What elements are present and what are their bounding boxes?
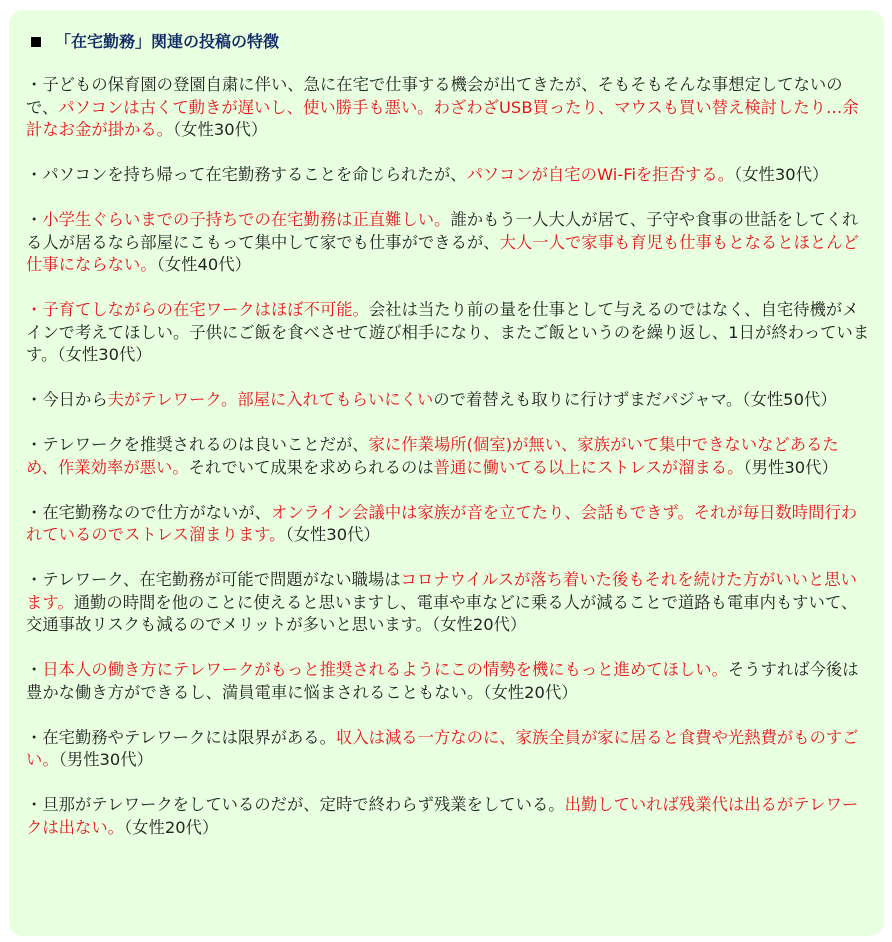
post-text: （女性40代） (156, 255, 251, 274)
post-text: ・旦那がテレワークをしているのだが、定時で終わらず残業をしている。 (26, 795, 565, 814)
post-text: そうすれば今後は豊かな働き方ができるし、満員電車に悩まされることもない。（女性20代） (26, 660, 859, 702)
post-text: （女性30代） (172, 120, 268, 139)
highlighted-text: 日本人の働き方にテレワークがもっと推奨されるようにこの情勢を機にもっと進めてほしい。 (42, 660, 728, 679)
highlighted-text: パソコンは古くて動きが遅いし、使い勝手も悪い。わざわざUSB買ったり、マウスも買い替え検討したり…余計なお金が掛かる。 (26, 97, 859, 139)
post-text: ・テレワークを推奨されるのは良いことだが、 (26, 435, 369, 454)
section-heading-text: 「在宅勤務」関連の投稿の特徴 (55, 32, 280, 51)
post-text: ・テレワーク、在宅勤務が可能で問題がない職場は (26, 570, 401, 589)
highlighted-text: 収入は減る一方なのに、家族全員が家に居ると食費や光熱費がものすごい。 (26, 727, 859, 769)
post-text: （男性30代） (58, 750, 154, 769)
post-item (26, 794, 870, 839)
post-text: （女性30代） (734, 165, 829, 184)
post-text: 誰かもう一人大人が居て、子守や食事の世話をしてくれる人が居るなら部屋にこもって集中して家でも仕事ができるが、 (26, 210, 859, 252)
post-list (26, 74, 870, 839)
post-text: ・ (26, 660, 43, 679)
post-text: ・在宅勤務やテレワークには限界がある。 (26, 727, 336, 747)
post-text: ので着替えも取りに行けずまだパジャマ。（女性50代） (433, 390, 837, 409)
post-text: ・今日から (26, 390, 108, 409)
highlighted-text: 普通に働いてる以上にストレスが溜まる。 (433, 457, 744, 477)
highlighted-text: 出勤していれば残業代は出るがテレワークは出ない。 (26, 795, 859, 837)
post-item (26, 569, 870, 637)
post-text: （女性20代） (124, 817, 219, 837)
post-item (26, 209, 870, 277)
post-text: ・子どもの保育園の登園自粛に伴い、急に在宅で仕事する機会が出てきたが、そもそもそんな事想定してないので、 (26, 75, 843, 117)
highlighted-text: 夫がテレワーク。部屋に入れてもらいにくい (107, 390, 434, 409)
post-item (26, 164, 870, 187)
post-item (26, 434, 870, 479)
post-item (26, 389, 870, 412)
survey-panel (9, 10, 884, 936)
post-text: ・パソコンを持ち帰って在宅勤務することを命じられたが、 (26, 165, 467, 184)
post-text: それでいて成果を求められるのは (188, 457, 434, 477)
post-text: （男性30代） (743, 457, 838, 477)
highlighted-text: ・子育てしながらの在宅ワークはほぼ不可能。 (26, 300, 369, 319)
post-text: ・在宅勤務なので仕方がないが、 (26, 502, 271, 522)
square-bullet-icon (31, 37, 41, 47)
section-heading (26, 32, 870, 52)
highlighted-text: パソコンが自宅のWi-Fiを拒否する。 (466, 165, 735, 184)
highlighted-text: 小学生ぐらいまでの子持ちでの在宅勤務は正直難しい。 (42, 210, 451, 229)
post-item (26, 74, 870, 142)
post-text: 会社は当たり前の量を仕事として与えるのではなく、自宅待機がメインで考えてほしい。子供にご飯を食べさせて遊び相手になり、またご飯というのを繰り返し、1日が終わっています。（女性30代） (26, 300, 870, 364)
highlighted-text: オンライン会議中は家族が音を立てたり、会話もできず。それが毎日数時間行われているのでストレス溜まります。 (26, 502, 858, 544)
highlighted-text: 大人一人で家事も育児も仕事もとなるとほとんど仕事にならない。 (26, 232, 859, 274)
highlighted-text: コロナウイルスが落ち着いた後もそれを続けた方がいいと思います。 (26, 570, 857, 612)
post-item (26, 502, 870, 547)
post-item (26, 727, 870, 772)
post-item (26, 659, 870, 704)
post-item (26, 299, 870, 367)
highlighted-text: 家に作業場所(個室)が無い、家族がいて集中できないなどあるため、作業効率が悪い。 (26, 435, 839, 477)
post-text: ・ (26, 210, 43, 229)
post-text: （女性30代） (285, 525, 380, 544)
post-text: 通勤の時間を他のことに使えると思いますし、電車や車などに乗る人が減ることで道路も電車内もすいて、交通事故リスクも減るのでメリットが多いと思います。（女性20代） (26, 592, 858, 634)
